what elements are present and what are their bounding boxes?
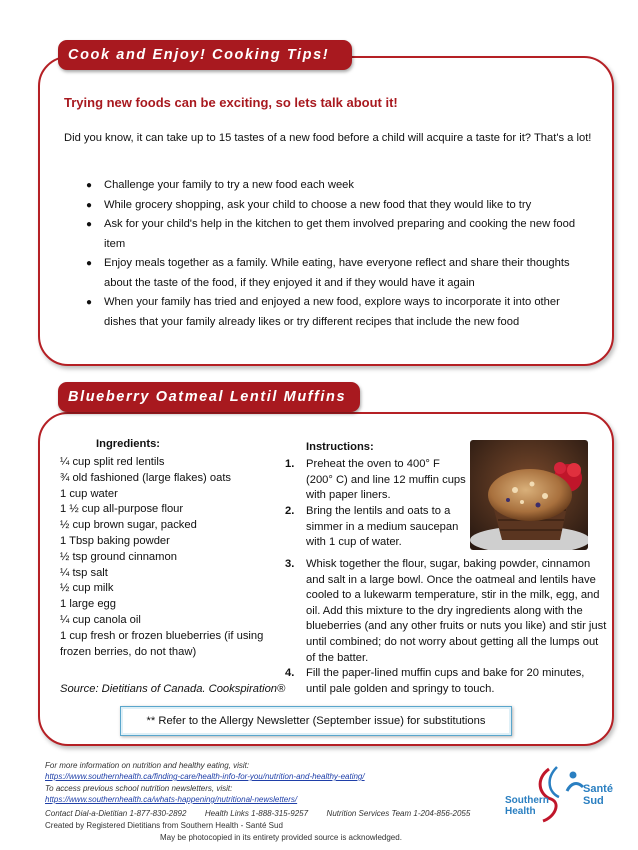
ingredient-item: 1 cup fresh or frozen blueberries (if using frozen berries, do not thaw) xyxy=(60,629,264,658)
tips-bullet-list xyxy=(64,176,594,332)
step-number: 2. xyxy=(285,505,295,517)
step-number: 3. xyxy=(285,558,295,570)
step-number: 4. xyxy=(285,667,295,679)
instruction-step xyxy=(285,557,608,666)
tips-intro-paragraph: Did you know, it can take up to 15 tastes of a new food before a child will acquire a taste for it? That's a lot! xyxy=(64,132,592,144)
step-text: Fill the paper-lined muffin cups and bake for 20 minutes, until pale golden and springy to touch. xyxy=(306,667,585,695)
bullet-icon: ● xyxy=(86,180,93,191)
footer-contact-row xyxy=(45,809,470,818)
step-text: Bring the lentils and oats to a simmer in a medium saucepan with 1 cup of water. xyxy=(306,505,459,549)
bullet-icon: ● xyxy=(86,258,93,269)
ingredient-item: ½ cup milk xyxy=(60,582,114,595)
ingredient-item: ½ cup brown sugar, packed xyxy=(60,519,197,532)
ingredient-item: 1 Tbsp baking powder xyxy=(60,534,170,547)
ingredient-item: 1 ½ cup all-purpose flour xyxy=(60,503,184,516)
tip-text: Challenge your family to try a new food each week xyxy=(104,179,354,191)
ingredient-item: 1 cup water xyxy=(60,487,118,500)
muffin-image xyxy=(470,440,588,550)
tip-item xyxy=(64,293,594,332)
southern-health-logo xyxy=(505,765,625,833)
tip-item xyxy=(64,176,594,196)
step-text: Preheat the oven to 400° F (200° C) and line 12 muffin cups with paper liners. xyxy=(306,458,466,502)
footer-health-links: Health Links 1-888-315-9257 xyxy=(204,809,309,818)
ingredient-item: ¼ cup split red lentils xyxy=(60,456,165,468)
tip-text: Enjoy meals together as a family. While eating, have everyone reflect and share their thoughts about the taste of the food, if they enjoyed it and if they would have it again xyxy=(104,257,570,289)
bullet-icon: ● xyxy=(86,199,93,211)
tip-item xyxy=(64,196,594,216)
tip-text: When your family has tried and enjoyed a new food, explore ways to incorporate it into other dishes that your family already likes or try different recipes that include the new food xyxy=(104,296,560,328)
tip-item xyxy=(64,254,594,293)
footer-previous-link[interactable]: https://www.southernhealth.ca/whats-happening/nutritional-newsletters/ xyxy=(45,795,298,804)
footer-created-by: Created by Registered Dietitians from Southern Health - Santé Sud xyxy=(45,821,283,830)
instruction-step xyxy=(285,457,466,504)
tip-text: While grocery shopping, ask your child to choose a new food that they would like to try xyxy=(104,198,532,211)
footer-previous: To access previous school nutrition newsletters, visit: xyxy=(45,784,233,793)
logo-text-en: Southern Health xyxy=(505,795,549,817)
tip-text: Ask for your child's help in the kitchen to get them involved preparing and cooking the new food item xyxy=(104,218,576,250)
footer-nutrition-team: Nutrition Services Team 1-204-856-2055 xyxy=(326,809,471,818)
step-number: 1. xyxy=(285,458,295,470)
ingredient-item: 1 large egg xyxy=(60,598,116,611)
ingredient-item: ¼ tsp salt xyxy=(60,566,108,579)
instructions-title: Instructions: xyxy=(306,441,374,453)
footer-more-info-link[interactable]: https://www.southernhealth.ca/finding-care/health-info-for-you/nutrition-and-healthy-eating/ xyxy=(45,772,365,781)
footer-photocopy: May be photocopied in its entirety provided source is acknowledged. xyxy=(160,833,402,842)
instruction-step xyxy=(285,666,606,697)
ingredient-item: ½ tsp ground cinnamon xyxy=(60,550,177,563)
allergy-note: ** Refer to the Allergy Newsletter (September issue) for substitutions xyxy=(120,706,512,736)
ingredient-item: ¼ cup canola oil xyxy=(60,613,141,626)
ingredients-title: Ingredients: xyxy=(96,438,161,450)
step-text: Whisk together the flour, sugar, baking powder, cinnamon and salt in a large bowl. Once the oatmeal and lentils have cooled to a lukewarm temperature, stir in the milk, egg, and oil. Add this mixture to the dry ingredients along with the blueberries (and any other fruits or nuts you like) and stir just until combined; do not worry about getting all the lumps out of the batter. xyxy=(306,558,607,664)
footer-contact: Contact Dial-a-Dietitian 1-877-830-2892 xyxy=(45,809,187,818)
muffin-photo xyxy=(470,440,588,550)
cooking-tips-banner: Cook and Enjoy! Cooking Tips! xyxy=(58,40,352,70)
logo-text-fr: Santé Sud xyxy=(583,783,613,807)
recipe-source: Source: Dietitians of Canada. Cookspiration® xyxy=(60,683,286,695)
bullet-icon: ● xyxy=(86,219,93,230)
ingredients-list xyxy=(60,455,285,660)
ingredient-item: ¾ old fashioned (large flakes) oats xyxy=(60,471,232,484)
footer-more-info: For more information on nutrition and healthy eating, visit: xyxy=(45,761,250,770)
instruction-step xyxy=(285,504,468,551)
tips-heading: Trying new foods can be exciting, so lets talk about it! xyxy=(64,95,398,110)
bullet-icon: ● xyxy=(86,297,93,308)
recipe-banner: Blueberry Oatmeal Lentil Muffins xyxy=(58,382,360,412)
tip-item xyxy=(64,215,594,254)
